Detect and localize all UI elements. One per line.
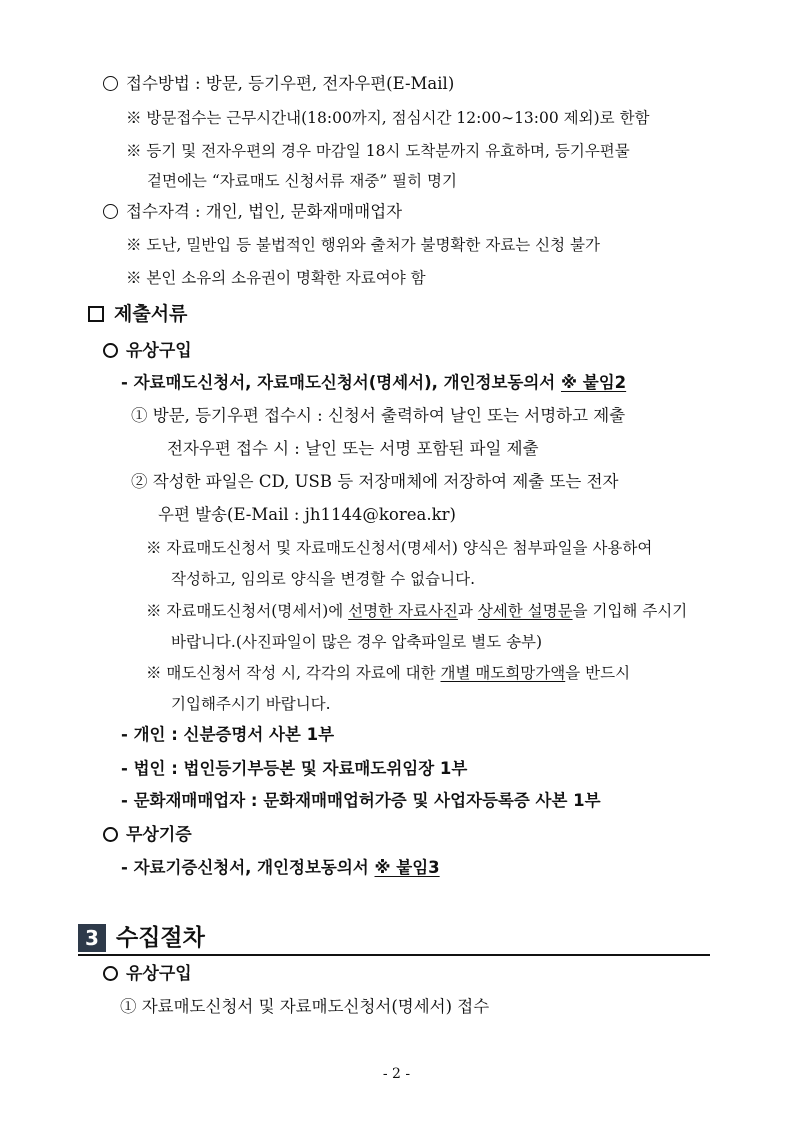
donation-documents: - 자료기증신청서, 개인정보동의서 ※ 붙임3 xyxy=(121,858,440,877)
circle-bullet-icon xyxy=(103,827,118,842)
attachment2-ref: ※ 붙임2 xyxy=(560,373,627,392)
clear-photo-underline: 선명한 자료사진 xyxy=(348,602,458,620)
circle-bullet-icon xyxy=(103,76,118,91)
note-illegal-items: ※ 도난, 밀반입 등 불법적인 행위와 출처가 불명확한 자료는 신청 불가 xyxy=(126,236,600,254)
paid-purchase-documents: - 자료매도신청서, 자료매도신청서(명세서), 개인정보동의서 ※ 붙임2 xyxy=(121,373,627,392)
step2-file-submit: ② 작성한 파일은 CD, USB 등 저장매체에 저장하여 제출 또는 전자 xyxy=(131,472,619,491)
circle-bullet-icon xyxy=(103,204,118,219)
note-visit-hours: ※ 방문접수는 근무시간내(18:00까지, 점심시간 12:00∼13:00 제외)로 한함 xyxy=(126,109,650,127)
note-form-use: ※ 자료매도신청서 및 자료매도신청서(명세서) 양식은 첨부파일을 사용하여 xyxy=(146,539,653,557)
circle-bullet-icon xyxy=(103,343,118,358)
section-submission-documents: 제출서류 xyxy=(88,302,187,326)
detailed-description-underline: 상세한 설명문 xyxy=(477,602,573,620)
procedure-paid-purchase: 유상구입 xyxy=(103,962,192,986)
note-photos: ※ 자료매도신청서(명세서)에 선명한 자료사진과 상세한 설명문을 기입해 주시기 xyxy=(146,602,688,620)
doc-corporation: - 법인 : 법인등기부등본 및 자료매도위임장 1부 xyxy=(121,759,468,778)
square-bullet-icon xyxy=(88,306,104,322)
note-photos-cont: 바랍니다.(사진파일이 많은 경우 압축파일로 별도 송부) xyxy=(171,633,543,651)
circle-bullet-icon xyxy=(103,966,118,981)
donation-heading: 무상기증 xyxy=(103,823,192,847)
doc-individual: - 개인 : 신분증명서 사본 1부 xyxy=(121,725,335,744)
section-title: 수집절차 xyxy=(116,925,205,951)
note-form-use-cont: 작성하고, 임의로 양식을 변경할 수 없습니다. xyxy=(171,570,476,588)
section3-heading xyxy=(78,922,710,956)
note-price-cont: 기입해주시기 바랍니다. xyxy=(171,695,331,713)
note-registered-mail: ※ 등기 및 전자우편의 경우 마감일 18시 도착분까지 유효하며, 등기우편물 xyxy=(126,142,630,160)
paid-purchase-heading: 유상구입 xyxy=(103,339,192,363)
note-registered-mail-cont: 겉면에는 “자료매도 신청서류 재중” 필히 명기 xyxy=(147,172,457,190)
step1-email: 전자우편 접수 시 : 날인 또는 서명 포함된 파일 제출 xyxy=(167,439,539,458)
reception-eligibility: 접수자격 : 개인, 법인, 문화재매매업자 xyxy=(103,200,402,224)
procedure-step1: ① 자료매도신청서 및 자료매도신청서(명세서) 접수 xyxy=(120,997,490,1016)
page-number: - 2 - xyxy=(382,1066,411,1082)
doc-dealer: - 문화재매매업자 : 문화재매매업허가증 및 사업자등록증 사본 1부 xyxy=(121,791,601,810)
step2-email: 우편 발송(E-Mail : jh1144@korea.kr) xyxy=(158,505,456,524)
step1-visit-mail: ① 방문, 등기우편 접수시 : 신청서 출력하여 날인 또는 서명하고 제출 xyxy=(131,406,626,425)
attachment3-ref: ※ 붙임3 xyxy=(374,858,440,877)
individual-price-underline: 개별 매도희망가액 xyxy=(440,664,566,682)
note-price: ※ 매도신청서 작성 시, 각각의 자료에 대한 개별 매도희망가액을 반드시 xyxy=(146,664,631,682)
section-number-badge: 3 xyxy=(78,924,106,952)
note-ownership: ※ 본인 소유의 소유권이 명확한 자료여야 함 xyxy=(126,269,426,287)
reception-method: 접수방법 : 방문, 등기우편, 전자우편(E-Mail) xyxy=(103,72,454,96)
